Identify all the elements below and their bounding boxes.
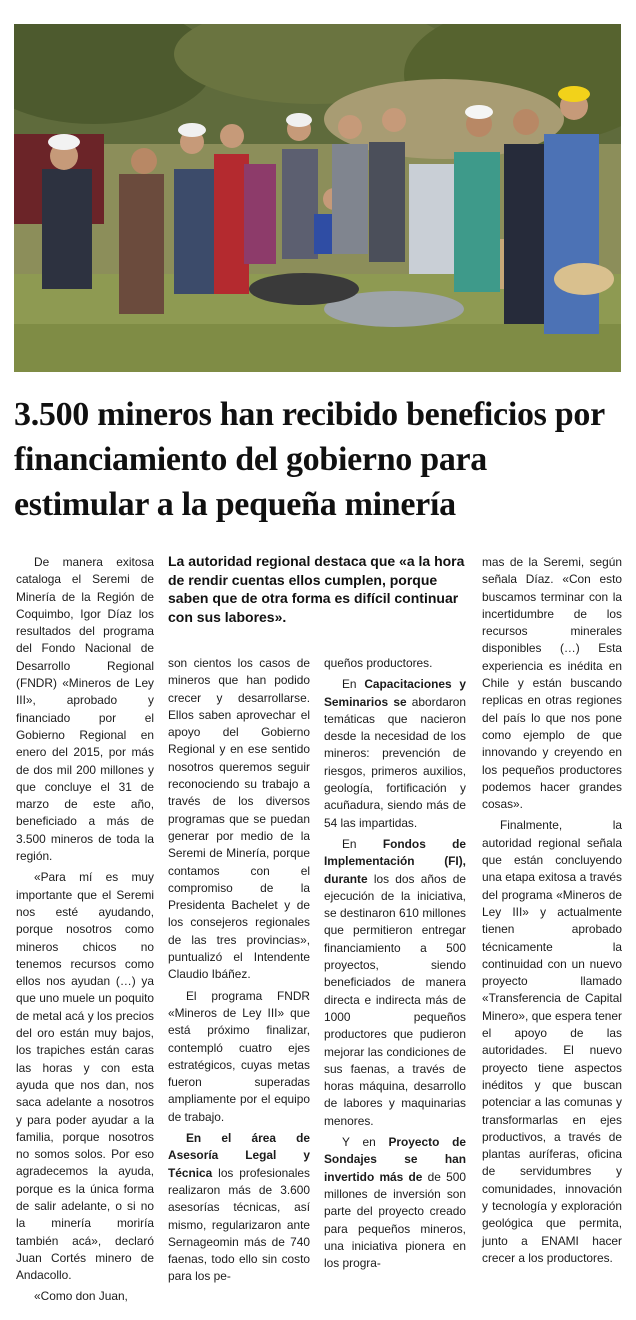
paragraph: «Como don Juan,	[34, 1289, 128, 1304]
headline: 3.500 mineros han recibido beneficios por financiamiento del gobierno para estimular a la pequeña minería	[14, 396, 605, 523]
paragraph-text: Y en	[342, 1135, 389, 1150]
bold-lead: durante	[324, 871, 368, 886]
paragraph	[324, 1134, 466, 1272]
paragraph: El programa FNDR «Mineros de Ley III» que está próximo finalizar, contempló cuatro ejes estratégicos, cuyas metas fueron superadas ampliamente por el equipo de trabajo.	[168, 988, 310, 1124]
bold-lead: Fondos de Implementación (FI),	[324, 836, 466, 869]
bold-lead: En el área de Asesoría Legal y Técnica	[168, 1131, 310, 1180]
paragraph: Finalmente, la autoridad regional señala que están concluyendo una etapa exitosa a través del programa «Mineros de Ley III» y actualmente tienen aprobado técnicamente la continuidad con un nuevo proyecto llamado «Transferencia de Capital Minero», que espera tener el apoyo de las autoridades. El nuevo proyecto tiene aspectos inéditos y que buscan potenciar a las comunas y transformarlas en ejes productivos, a través de plantas auríferas, oficina de servidumbres y comunidades, innovación y tecnología y exploración geológica que permita, junto a ENAMI hacer crecer a los productores.	[482, 818, 622, 1265]
article-column-2	[168, 655, 310, 1286]
article-column-4	[482, 554, 622, 1267]
paragraph	[168, 1130, 310, 1286]
pull-quote: La autoridad regional destaca que «a la hora de rendir cuentas ellos cumplen, porque saben que de otra forma es difícil continuar con sus labores».	[168, 553, 465, 625]
paragraph: De manera exitosa cataloga el Seremi de Minería de la Región de Coquimbo, Igor Díaz los resultados del programa del Fondo Nacional de Desarrollo Regional (FNDR) «Mineros de Ley III», aprobado y financiado por el Gobierno Regional en enero del 2015, por más de dos mil 200 millones y que concluye el 31 de marzo de este año, beneficiado a más de 3.500 mineros de toda la región.	[16, 555, 154, 864]
bold-lead: Capacitaciones y Seminarios se	[324, 677, 466, 709]
article-column-1	[16, 554, 154, 1306]
paragraph: queños productores.	[324, 656, 433, 670]
article-column-3	[324, 655, 466, 1272]
paragraph-text: los dos años de ejecución de la iniciativa, se destinaron 610 millones que permitieron entregar financiamiento a 500 proyectos, siendo beneficiados de manera directa e indirecta más de 1000 pequeños productores que pudieron mejorar las condiciones de sus faenas, a través de horas máquina, desarrollo de labores y maquinarias menores.	[324, 871, 466, 1128]
paragraph: son cientos los casos de mineros que han podido crecer y desarrollarse. Ellos saben aprovechar el apoyo del Gobierno Regional y en ese sentido nosotros queremos seguir reconociendo su trabajo a través de los diversos programas que se puedan generar por medio de la Seremi de Minería, porque contamos con el compromiso de la Presidenta Bachelet y de los consejeros regionales de las tres provincias», puntualizó el Intendente Claudio Ibáñez.	[168, 656, 310, 982]
paragraph-text: los profesionales realizaron más de 3.600 asesorías técnicas, así mismo, regularizaron ante Sernageomin más de 740 faenas, todo ello sin costo para los pe-	[168, 1165, 310, 1284]
paragraph	[324, 836, 466, 1130]
paragraph	[324, 676, 466, 832]
miners-group-photo	[14, 24, 621, 372]
news-photo	[14, 24, 621, 372]
paragraph: mas de la Seremi, según señala Díaz. «Con esto buscamos terminar con la incertidumbre de los recursos minerales disponibles (…) Esta experiencia es inédita en Chile y están buscando replicas en otras regiones del país lo que nos pone como ejemplo de que innovando y creyendo en los pequeños productores podemos hacer grandes cosas».	[482, 555, 622, 812]
paragraph-text: abordaron temáticas que nacieron desde la necesidad de los mineros: prevención de riesgos, primeros auxilios, geología, fortificación y acuñadura, siendo más de 54 las impartidas.	[324, 694, 466, 830]
paragraph: «Para mí es muy importante que el Seremi nos esté ayudando, porque nosotros como mineros chicos no tenemos recursos como ellos nos ayudan (…) ya que uno muele un poquito de metal acá y los precios del oro están muy bajos, los trapiches están caras las horas y con esta ayuda que nos dan, nos saca adelante a nosotros y para poder ayudar a la familia, porque nosotros no somos solos. Por eso agradecemos la ayuda, porque es la única forma de salir adelante, o si no la minería moriría también acá», declaró Juan Cortés minero de Andacollo.	[16, 870, 154, 1283]
bold-lead: Proyecto de Sondajes se han invertido más de	[324, 1135, 466, 1184]
paragraph-text: de 500 millones de inversión son parte del proyecto creado para pequeños mineros, una iniciativa pionera en los progra-	[324, 1169, 466, 1271]
paragraph-text: En	[342, 677, 365, 692]
paragraph-text: En	[342, 836, 383, 851]
